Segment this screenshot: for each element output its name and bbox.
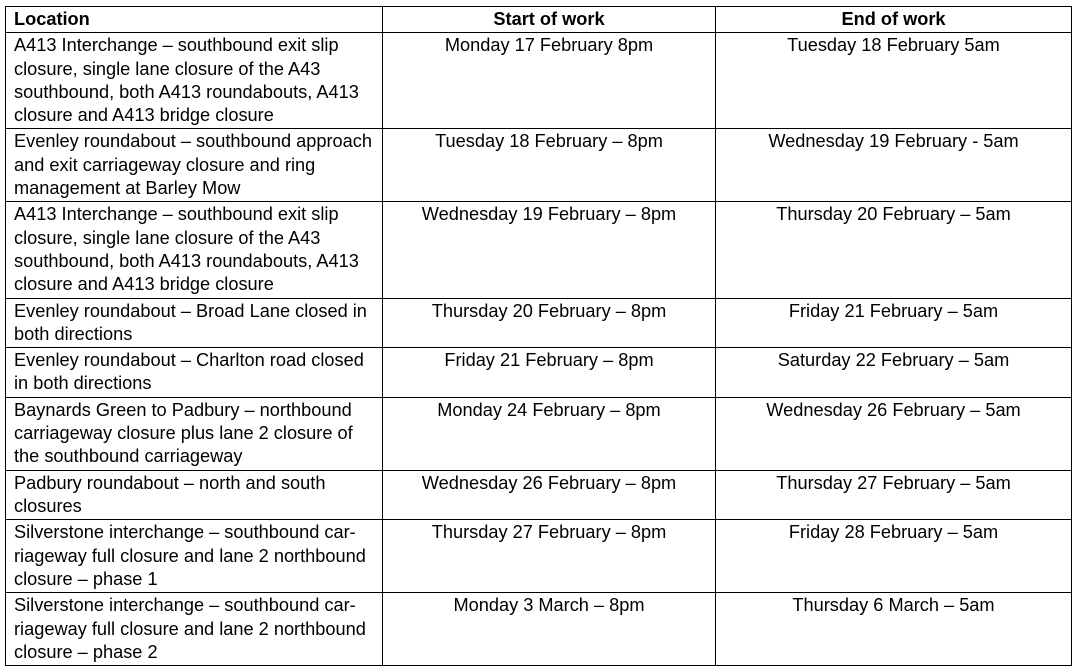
location-cell: Silverstone interchange – southbound car-riageway full closure and lane 2 northbound closure – phase 2 — [6, 593, 383, 666]
header-start-of-work: Start of work — [383, 7, 716, 33]
location-cell: Silverstone interchange – southbound car-riageway full closure and lane 2 northbound closure – phase 1 — [6, 520, 383, 593]
end-cell: Wednesday 19 February - 5am — [716, 129, 1072, 202]
location-cell: Padbury roundabout – north and south closures — [6, 470, 383, 520]
table-row — [6, 129, 1072, 202]
end-cell: Tuesday 18 February 5am — [716, 33, 1072, 129]
end-cell: Friday 21 February – 5am — [716, 298, 1072, 348]
table-row — [6, 593, 1072, 666]
table-row — [6, 520, 1072, 593]
location-cell: A413 Interchange – southbound exit slip closure, single lane closure of the A43 southbound, both A413 roundabouts, A413 closure and A413 bridge closure — [6, 33, 383, 129]
start-cell: Wednesday 19 February – 8pm — [383, 202, 716, 298]
start-cell: Friday 21 February – 8pm — [383, 348, 716, 398]
location-cell: Baynards Green to Padbury – northbound carriageway closure plus lane 2 closure of the southbound carriageway — [6, 397, 383, 470]
start-cell: Thursday 27 February – 8pm — [383, 520, 716, 593]
table-row — [6, 470, 1072, 520]
table-row — [6, 397, 1072, 470]
start-cell: Wednesday 26 February – 8pm — [383, 470, 716, 520]
end-cell: Thursday 27 February – 5am — [716, 470, 1072, 520]
header-row — [6, 7, 1072, 33]
location-cell: A413 Interchange – southbound exit slip closure, single lane closure of the A43 southbound, both A413 roundabouts, A413 closure and A413 bridge closure — [6, 202, 383, 298]
location-cell: Evenley roundabout – Charlton road closed in both directions — [6, 348, 383, 398]
start-cell: Monday 24 February – 8pm — [383, 397, 716, 470]
header-location: Location — [6, 7, 383, 33]
table-row — [6, 348, 1072, 398]
start-cell: Monday 17 February 8pm — [383, 33, 716, 129]
end-cell: Saturday 22 February – 5am — [716, 348, 1072, 398]
header-end-of-work: End of work — [716, 7, 1072, 33]
table-row — [6, 33, 1072, 129]
table-row — [6, 298, 1072, 348]
start-cell: Tuesday 18 February – 8pm — [383, 129, 716, 202]
table-row — [6, 202, 1072, 298]
location-cell: Evenley roundabout – Broad Lane closed in both directions — [6, 298, 383, 348]
start-cell: Thursday 20 February – 8pm — [383, 298, 716, 348]
end-cell: Thursday 20 February – 5am — [716, 202, 1072, 298]
end-cell: Wednesday 26 February – 5am — [716, 397, 1072, 470]
start-cell: Monday 3 March – 8pm — [383, 593, 716, 666]
location-cell: Evenley roundabout – southbound approach and exit carriageway closure and ring management at Barley Mow — [6, 129, 383, 202]
end-cell: Thursday 6 March – 5am — [716, 593, 1072, 666]
end-cell: Friday 28 February – 5am — [716, 520, 1072, 593]
roadworks-schedule-table — [5, 6, 1072, 666]
